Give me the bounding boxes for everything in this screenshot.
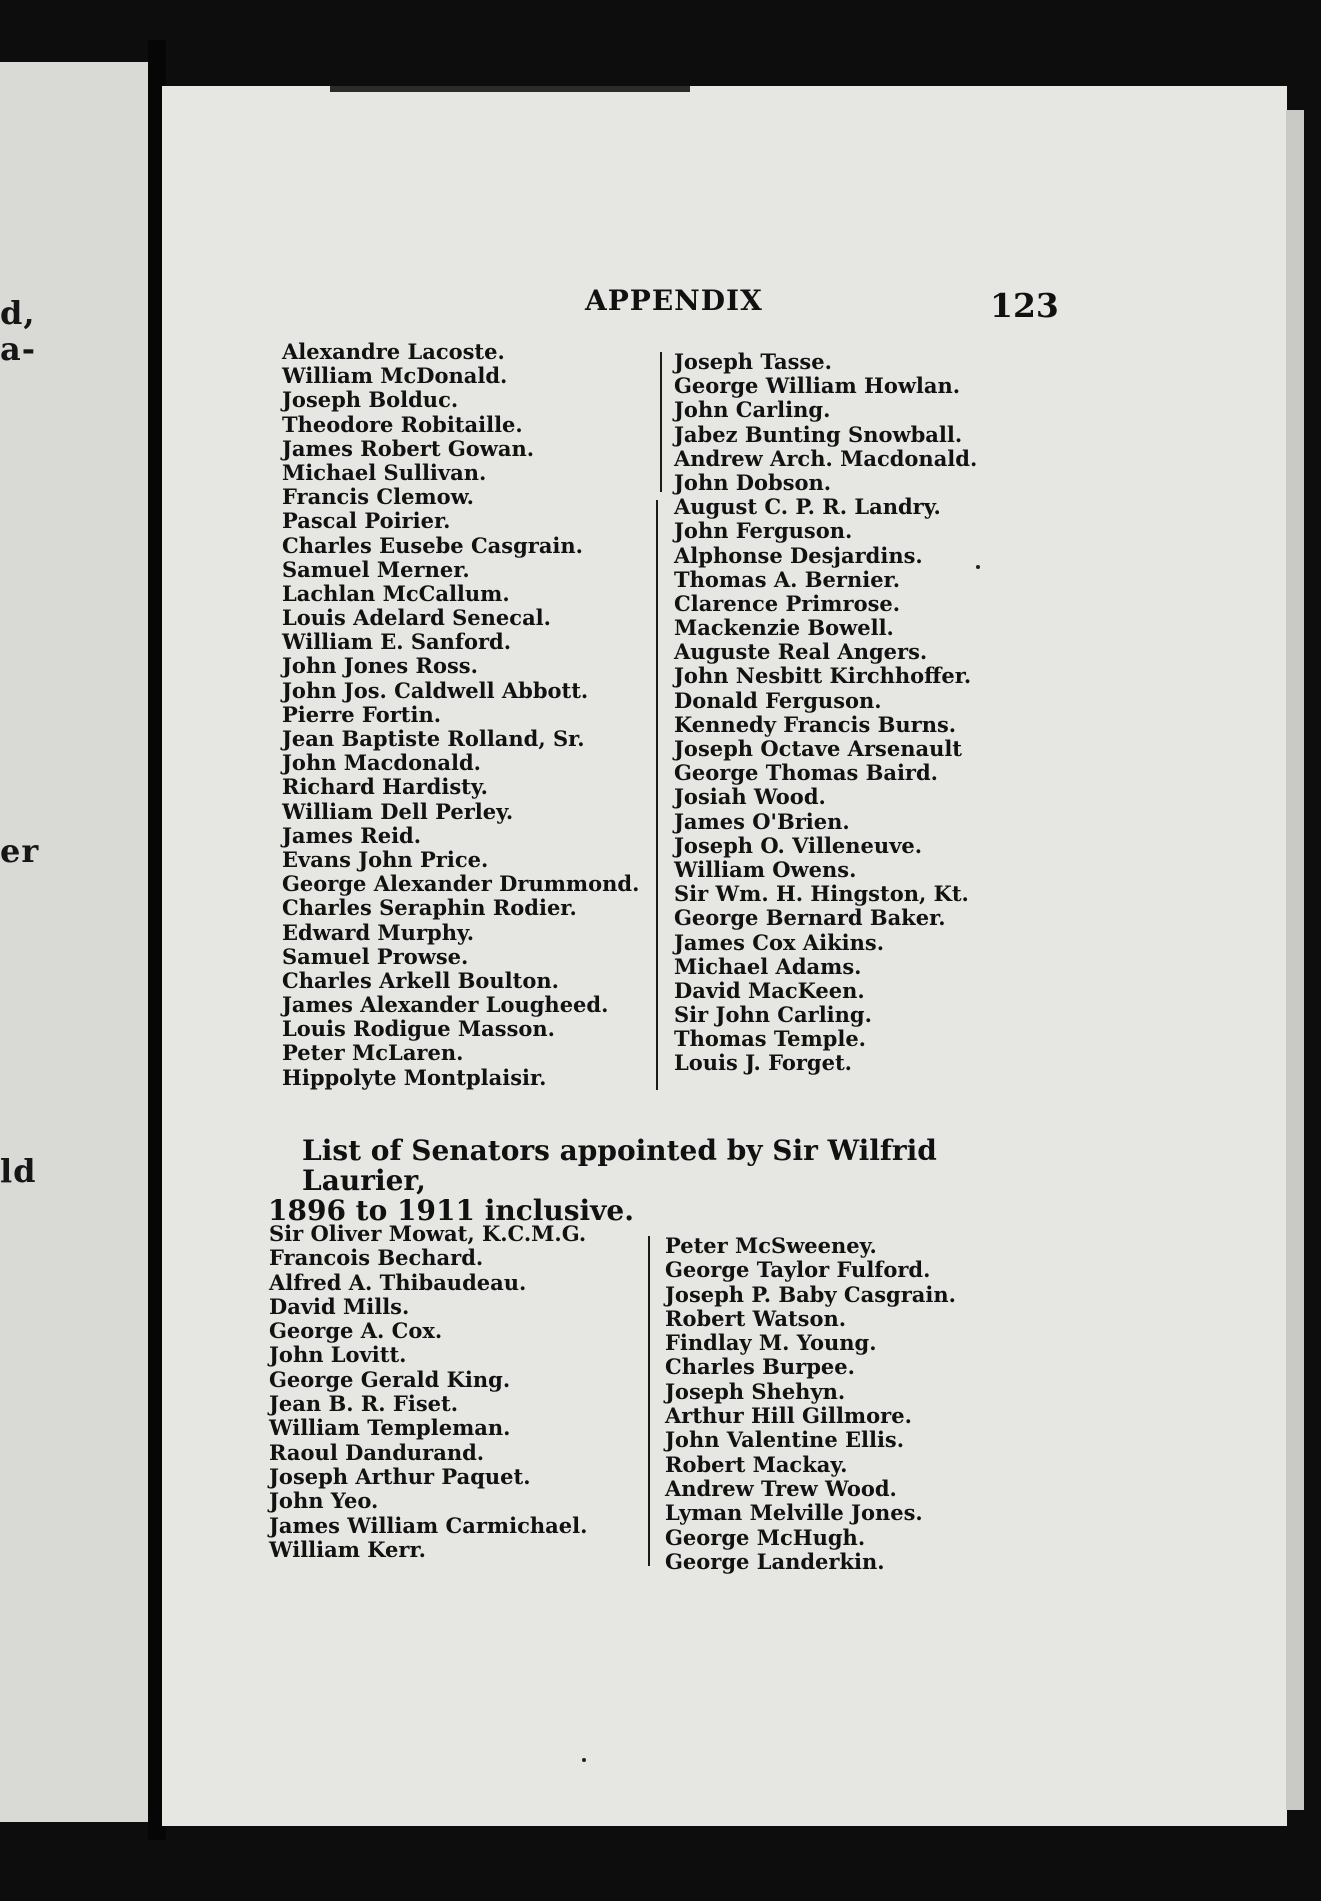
senator-name: Joseph Octave Arsenault	[674, 736, 963, 761]
senator-name: George Landerkin.	[665, 1548, 885, 1574]
section-heading-line-1: List of Senators appointed by Sir Wilfrid Laurier,	[302, 1134, 937, 1197]
senator-name: Andrew Arch. Macdonald.	[674, 445, 978, 471]
senator-name: Louis Rodigue Masson.	[282, 1016, 555, 1042]
senator-name: Clarence Primrose.	[674, 590, 901, 616]
senator-name: Sir Wm. H. Hingston, Kt.	[674, 881, 969, 907]
first-list-left-column	[282, 340, 639, 1090]
senator-name: Jean B. R. Fiset.	[269, 1391, 459, 1417]
senator-name: James Reid.	[282, 822, 422, 848]
senator-name: August C. P. R. Landry.	[674, 494, 941, 520]
senator-name: Alphonse Desjardins.	[674, 542, 923, 568]
senator-name: Pierre Fortin.	[282, 701, 442, 727]
senator-name: James Cox Aikins.	[674, 929, 885, 955]
senator-name: Joseph Arthur Paquet.	[269, 1463, 531, 1489]
senator-name: Richard Hardisty.	[282, 774, 488, 800]
senator-name: David MacKeen.	[674, 977, 865, 1003]
senator-name: William Dell Perley.	[282, 798, 514, 824]
senator-name: Evans John Price.	[282, 846, 489, 872]
senator-name: Charles Seraphin Rodier.	[282, 895, 577, 921]
senator-name: Joseph Shehyn.	[665, 1378, 846, 1404]
senator-name: George Gerald King.	[269, 1366, 511, 1392]
senator-name: John Jos. Caldwell Abbott.	[282, 677, 589, 703]
senator-name: John Macdonald.	[282, 750, 481, 776]
first-list-right-column	[674, 350, 977, 1076]
column-rule	[648, 1236, 650, 1566]
senator-name: Thomas A. Bernier.	[674, 566, 901, 592]
senator-name: George Taylor Fulford.	[665, 1257, 931, 1283]
page-top-shadow	[330, 86, 690, 92]
senator-name: Joseph P. Baby Casgrain.	[665, 1281, 956, 1307]
senator-name: Louis Adelard Senecal.	[282, 605, 551, 631]
senator-name: Andrew Trew Wood.	[665, 1475, 897, 1501]
senator-name: John Carling.	[674, 397, 831, 423]
senator-name: George A. Cox.	[269, 1318, 443, 1344]
section-heading	[268, 1136, 1048, 1226]
senator-name: Peter McLaren.	[282, 1040, 464, 1066]
senator-name: John Ferguson.	[674, 518, 853, 544]
senator-name: Samuel Prowse.	[282, 943, 469, 969]
senator-name: Robert Mackay.	[665, 1451, 848, 1477]
senator-name: Charles Arkell Boulton.	[282, 967, 559, 993]
senator-name: Louis J. Forget.	[674, 1050, 852, 1076]
facing-page-fragment: a-	[0, 330, 37, 368]
senator-name: Jean Baptiste Rolland, Sr.	[282, 726, 585, 751]
page-number: 123	[990, 286, 1059, 325]
senator-name: William E. Sanford.	[282, 629, 512, 655]
senator-name: Joseph Bolduc.	[282, 387, 459, 413]
senator-name: James O'Brien.	[674, 808, 850, 834]
senator-name: Theodore Robitaille.	[282, 411, 523, 437]
senator-name: Donald Ferguson.	[674, 687, 882, 713]
senator-name: John Dobson.	[674, 469, 832, 495]
senator-name: John Jones Ross.	[282, 653, 478, 679]
senator-name: Francis Clemow.	[282, 484, 474, 510]
senator-name: Samuel Merner.	[282, 556, 470, 582]
senator-name: George McHugh.	[665, 1524, 866, 1550]
senator-name: George William Howlan.	[674, 373, 961, 399]
senator-name: Michael Adams.	[674, 953, 862, 979]
senator-name: James Robert Gowan.	[282, 435, 535, 461]
senator-name: James William Carmichael.	[269, 1512, 588, 1538]
senator-name: Charles Burpee.	[665, 1354, 855, 1380]
facing-page-fragment: ld	[0, 1152, 37, 1190]
senator-name: Pascal Poirier.	[282, 508, 451, 534]
senator-name: William Owens.	[674, 856, 857, 882]
senator-name: Edward Murphy.	[282, 919, 475, 945]
senator-name: Sir Oliver Mowat, K.C.M.G.	[269, 1221, 587, 1246]
senator-name: Raoul Dandurand.	[269, 1439, 485, 1465]
senator-name: Kennedy Francis Burns.	[674, 711, 957, 737]
column-rule	[660, 352, 662, 492]
senator-name: John Nesbitt Kirchhoffer.	[674, 663, 972, 689]
senator-name: Joseph O. Villeneuve.	[674, 832, 923, 858]
senator-name: William Templeman.	[269, 1415, 511, 1441]
senator-name: James Alexander Lougheed.	[282, 992, 609, 1018]
senator-name: John Yeo.	[269, 1488, 379, 1514]
second-list-left-column	[269, 1222, 587, 1562]
speck	[976, 565, 980, 569]
senator-name: Michael Sullivan.	[282, 459, 487, 485]
senator-name: Jabez Bunting Snowball.	[674, 421, 963, 447]
senator-name: George Thomas Baird.	[674, 760, 938, 786]
speck	[582, 1758, 586, 1762]
senator-name: Josiah Wood.	[674, 784, 826, 810]
senator-name: William McDonald.	[282, 363, 508, 389]
running-heading: APPENDIX	[585, 284, 763, 317]
senator-name: Robert Watson.	[665, 1305, 847, 1331]
facing-page	[0, 62, 148, 1822]
senator-name: George Alexander Drummond.	[282, 871, 640, 897]
facing-page-fragment: d,	[0, 294, 36, 332]
second-list-right-column	[665, 1234, 956, 1574]
senator-name: Thomas Temple.	[674, 1026, 866, 1052]
senator-name: Peter McSweeney.	[665, 1233, 877, 1258]
senator-name: Findlay M. Young.	[665, 1330, 877, 1356]
section-heading-line-2: 1896 to 1911 inclusive.	[268, 1194, 634, 1227]
facing-page-fragment: er	[0, 832, 40, 870]
senator-name: Joseph Tasse.	[674, 349, 832, 374]
column-rule	[656, 500, 658, 1090]
senator-name: David Mills.	[269, 1293, 410, 1319]
senator-name: John Lovitt.	[269, 1342, 407, 1368]
senator-name: John Valentine Ellis.	[665, 1427, 905, 1453]
senator-name: Alfred A. Thibaudeau.	[269, 1269, 527, 1295]
senator-name: Lachlan McCallum.	[282, 580, 510, 606]
senator-name: Hippolyte Montplaisir.	[282, 1064, 547, 1090]
senator-name: George Bernard Baker.	[674, 905, 946, 931]
senator-name: Arthur Hill Gillmore.	[665, 1403, 912, 1429]
senator-name: Lyman Melville Jones.	[665, 1500, 923, 1526]
senator-name: Francois Bechard.	[269, 1245, 484, 1271]
page-right-edge	[1286, 110, 1304, 1810]
senator-name: Sir John Carling.	[674, 1002, 872, 1028]
senator-name: Alexandre Lacoste.	[282, 339, 505, 364]
senator-name: Auguste Real Angers.	[674, 639, 928, 665]
senator-name: Charles Eusebe Casgrain.	[282, 532, 583, 558]
senator-name: Mackenzie Bowell.	[674, 615, 894, 641]
senator-name: William Kerr.	[269, 1536, 426, 1562]
